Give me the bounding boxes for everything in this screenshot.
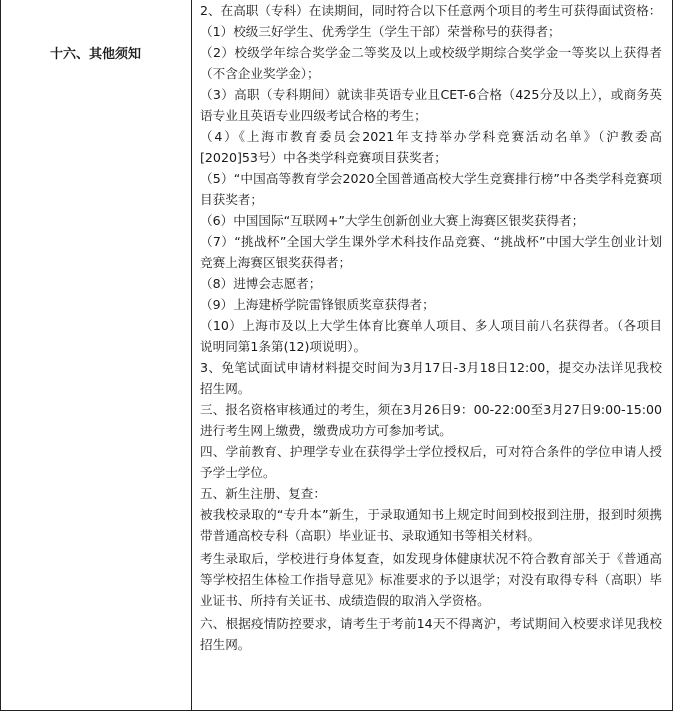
criterion-7: （7）“挑战杯”全国大学生课外学术科技作品竞赛、“挑战杯”中国大学生创业计划竞赛上海赛区银奖获得者； <box>200 234 662 270</box>
section-four: 四、学前教育、护理学专业在获得学士学位授权后，可对符合条件的学位申请人授予学士学位。 <box>200 444 662 480</box>
paragraph-2: 2、在高职（专科）在读期间，同时符合以下任意两个项目的考生可获得面试资格： <box>200 3 662 18</box>
section-label: 十六、其他须知 <box>49 47 141 62</box>
section-five-heading: 五、新生注册、复查： <box>200 486 326 501</box>
paragraph-3: 3、免笔试面试申请材料提交时间为3月17日-3月18日12:00，提交办法详见我校招生网。 <box>200 360 662 396</box>
criterion-10: （10）上海市及以上大学生体育比赛单人项目、多人项目前八名获得者。（各项目说明同第1条第(12)项说明）。 <box>200 318 662 354</box>
criterion-6: （6）中国国际“互联网+”大学生创新创业大赛上海赛区银奖获得者； <box>200 213 585 228</box>
criterion-5: （5）“中国高等教育学会2020全国普通高校大学生竞赛排行榜”中各类学科竞赛项目获奖者； <box>200 171 662 207</box>
section-content <box>200 0 662 655</box>
registration-paragraph: 被我校录取的“专升本”新生，于录取通知书上规定时间到校报到注册，报到时须携带普通高校专科（高职）毕业证书、录取通知书等相关材料。 <box>200 507 662 543</box>
column-divider <box>191 0 192 711</box>
criterion-9: （9）上海建桥学院雷锋银质奖章获得者； <box>200 297 435 312</box>
criterion-8: （8）进博会志愿者； <box>200 276 322 291</box>
criterion-3: （3）高职（专科期间）就读非英语专业且CET-6合格（425分及以上），或商务英语专业且英语专业四级考试合格的考生； <box>200 87 663 123</box>
criterion-1: （1）校级三好学生、优秀学生（学生干部）荣誉称号的获得者； <box>200 24 561 39</box>
section-three: 三、报名资格审核通过的考生，须在3月26日9：00-22:00至3月27日9:00-15:00进行考生网上缴费，缴费成功方可参加考试。 <box>200 402 662 438</box>
section-six: 六、根据疫情防控要求，请考生于考前14天不得离沪，考试期间入校要求详见我校招生网。 <box>200 616 662 652</box>
health-recheck-paragraph: 考生录取后，学校进行身体复查，如发现身体健康状况不符合教育部关于《普通高等学校招生体检工作指导意见》标准要求的予以退学；对没有取得专科（高职）毕业证书、所持有关证书、成绩造假的取消入学资格。 <box>200 551 662 608</box>
criterion-2: （2）校级学年综合奖学金二等奖及以上或校级学期综合奖学金一等奖以上获得者（不含企业奖学金）； <box>200 45 662 81</box>
criterion-4: （4）《上海市教育委员会2021年支持举办学科竞赛活动名单》（沪教委高[2020]53号）中各类学科竞赛项目获奖者； <box>200 129 662 165</box>
